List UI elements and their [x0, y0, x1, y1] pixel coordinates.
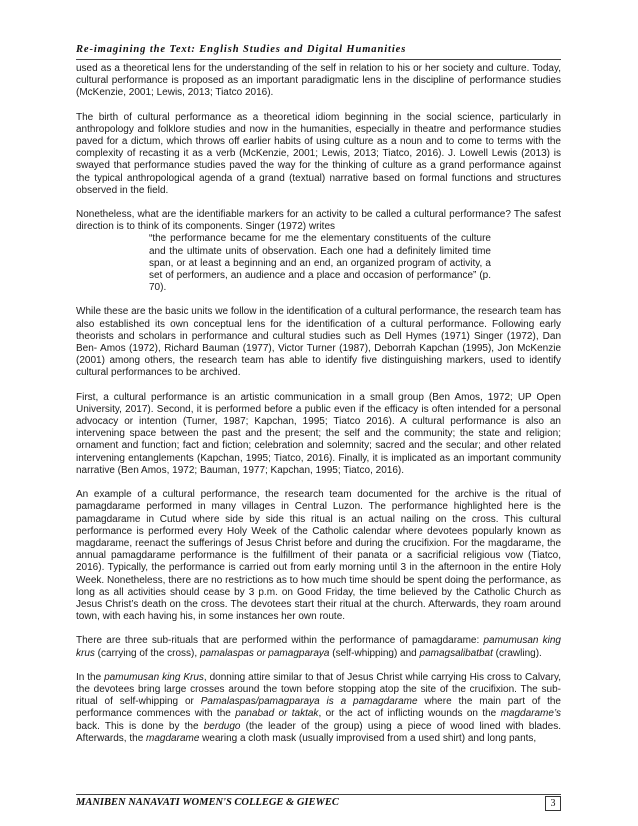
- italic-term: pamagsalibatbat: [419, 647, 493, 659]
- paragraph-7: [76, 635, 561, 659]
- paragraph-4: While these are the basic units we follow in the identification of a cultural performance, the research team has also established its own conceptual lens for the identification of a cultural performance. Following early theorists and scholars in performance and cultural studies such as Dell Hymes (1971) Singer (1972), Dan Ben- Amos (1972), Richard Bauman (1977), Victor Turner (1987), Deborrah Kapchan (1995), Jon McKenzie (2001) among others, the research team has able to identify five distinguishing markers, used to identify cultural performances to be archived.: [76, 306, 561, 379]
- text-run: , donning attire similar to that of Jesus Christ while carrying His cross to Calvary, the devotees bring large crosses around the town before stopping atop the site of the crucifixion. The sub-ritual of self-whipping or: [76, 671, 561, 708]
- italic-term: magdarame: [146, 732, 200, 744]
- paragraph-3: Nonetheless, what are the identifiable markers for an activity to be called a cultural performance? The safest direction is to think of its components. Singer (1972) writes: [76, 209, 561, 233]
- paragraph-6: An example of a cultural performance, the research team documented for the archive is the ritual of pamagdarame performed in many villages in Central Luzon. The performance highlighted here is the pamagdarame in Cutud where side by side this ritual is an actual nailing on the cross. This cultural performance is performed every Holy Week of the Catholic calendar where devotees popularly known as magdarame, reenact the sufferings of Jesus Christ before and during the crucifixion. For the magdarame, the annual pamagdarame performance is the fulfillment of their panata or a sacrificial religious vow (Tiatco, 2016). Typically, the performance is carried out from early morning until 3 in the afternoon in the entire Holy Week. Nonetheless, there are no restrictions as to how much time should be spent doing the performance, as long as all activities should cease by 3 p.m. on Good Friday, the time believed by the Catholic Church as Jesus Christ’s death on the cross. The devotees start their ritual at the church. Afterwards, they roam around town, with each having his, in some instances her own route.: [76, 489, 561, 623]
- text-run: In the: [76, 671, 105, 683]
- text-run: (self-whipping) and: [329, 647, 420, 659]
- italic-term: pamalaspas or pamagparaya: [199, 647, 330, 659]
- text-run: where the main part of the performance commences with the: [76, 696, 561, 720]
- footer-divider: [76, 794, 561, 795]
- text-run: (crawling).: [492, 647, 542, 659]
- paragraph-8: [76, 672, 561, 745]
- page-number: 3: [545, 796, 561, 811]
- footer-institution: MANIBEN NANAVATI WOMEN'S COLLEGE & GIEWEC: [76, 797, 339, 808]
- text-run: back. This is done by the: [76, 720, 204, 732]
- text-run: wearing a cloth mask (usually improvised from a used shirt) and long pants,: [199, 732, 537, 744]
- italic-term: panabad or taktak: [235, 708, 319, 720]
- text-run: , or the act of inflicting wounds on the: [318, 708, 501, 720]
- running-header: Re-imagining the Text: English Studies and Digital Humanities: [76, 44, 407, 55]
- paragraph-5: First, a cultural performance is an artistic communication in a small group (Ben Amos, 1972; UP Open University, 2017). Second, it is performed before a public even if the efficacy is often intended for a personal advocacy or intention (Turner, 1987; Kapchan, 1995; Tiatco 2016). A cultural performance is also an intervening space between the past and the present; the self and the community; the state and religion; ornament and function; fact and fiction; celebration and solemnity; sacred and the secular; and other related intervening entanglements (Kapchan, 1995; Tiatco, 2016). Finally, it is implicated as an important community narrative (Ben Amos, 1972; Bauman, 1977; Kapchan, 1995; Tiatco, 2016).: [76, 391, 561, 476]
- block-quote-text: “the performance became for me the elementary constituents of the culture and the ultimate units of observation. Each one had a definitely limited time span, or at least a beginning and an end, an organized program of activity, a set of performers, an audience and a place and occasion of performance” (p. 70).: [149, 233, 491, 294]
- paragraph-1: used as a theoretical lens for the understanding of the self in relation to his or her society and culture. Today, cultural performance is proposed as an important paradigmatic lens in the discipline of performance studies (McKenzie, 2001; Lewis, 2013; Tiatco 2016).: [76, 63, 561, 99]
- text-run: There are three sub-rituals that are performed within the performance of pamagdarame:: [76, 635, 484, 647]
- italic-term: pamumusan king krus: [76, 635, 561, 659]
- text-run: (the leader of the group) using a piece of wood lined with blades. Afterwards, the: [76, 720, 561, 744]
- italic-term: magdarame’s: [500, 708, 561, 720]
- block-quote: [76, 233, 491, 294]
- text-run: (carrying of the cross),: [94, 647, 200, 659]
- header-divider: [76, 59, 561, 60]
- italic-term: pamumusan king Krus: [104, 671, 204, 683]
- italic-term: berdugo: [203, 720, 241, 732]
- italic-term: Pamalaspas/pamagparaya is a pamagdarame: [200, 696, 418, 708]
- body-text: [76, 63, 561, 757]
- paragraph-2: The birth of cultural performance as a theoretical idiom beginning in the social science, particularly in anthropology and folklore studies and now in the humanities, especially in theatre and performance studies paved for a dictum, which throws off earlier habits of using culture as a noun and to come to terms with the complexity of recasting it as a verb (McKenzie, 2001; Lewis, 2013; Tiatco, 2016). J. Lowell Lewis (2013) is swayed that performance studies paved the way for the thinking of culture as a grand performance against the typical anthropological agenda of a grand (textual) narrative based on formal functions and structures observed in the field.: [76, 111, 561, 196]
